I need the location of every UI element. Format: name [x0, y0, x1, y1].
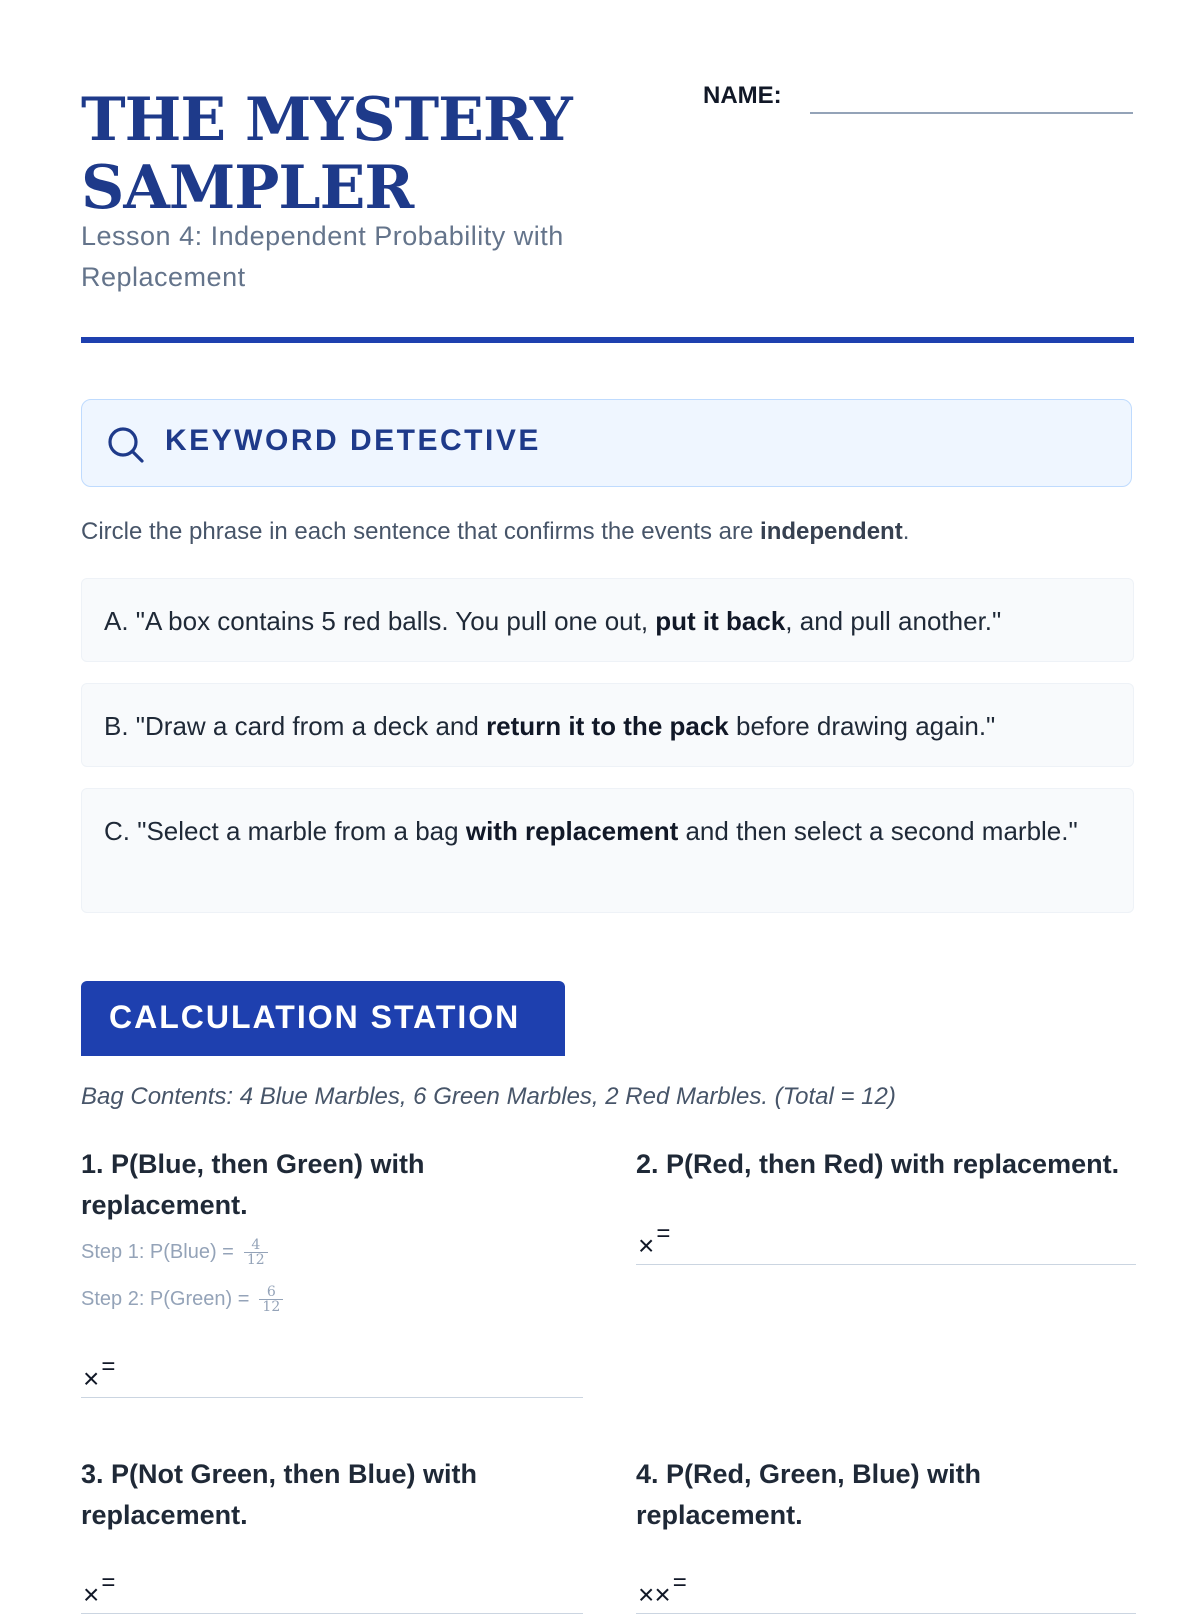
worksheet-title	[81, 86, 641, 222]
answer-1-times: ×	[83, 1363, 100, 1394]
name-input-line[interactable]	[810, 112, 1133, 114]
answer-4-equals: =	[672, 1569, 687, 1596]
subtitle-line-2: Replacement	[81, 262, 246, 292]
question-4: 4. P(Red, Green, Blue) with replacement.	[636, 1459, 982, 1530]
bag-contents: Bag Contents: 4 Blue Marbles, 6 Green Marbles, 2 Red Marbles. (Total = 12)	[81, 1083, 896, 1110]
sentence-c-post: and then select a second marble."	[678, 816, 1078, 846]
instructions-text: Circle the phrase in each sentence that confirms the events are	[81, 518, 761, 545]
sentence-b-pre: B. "Draw a card from a deck and	[104, 711, 487, 741]
header-divider	[81, 337, 1134, 343]
step-2-label: Step 2: P(Green) =	[81, 1288, 250, 1310]
step-2-fraction	[259, 1285, 283, 1314]
calculation-station-title: CALCULATION STATION	[109, 999, 521, 1035]
sentence-c-pre: C. "Select a marble from a bag	[104, 816, 466, 846]
answer-line-2[interactable]	[636, 1220, 1136, 1265]
step-1-denominator: 12	[244, 1252, 268, 1267]
instructions-end: .	[902, 518, 910, 545]
title-line-2: SAMPLER	[81, 153, 414, 223]
answer-line-1[interactable]	[81, 1353, 583, 1398]
calculation-station-banner	[81, 981, 565, 1056]
search-icon	[106, 425, 146, 465]
keyword-detective-header	[81, 399, 1132, 487]
sentence-a[interactable]	[81, 578, 1134, 662]
answer-2-times: ×	[638, 1230, 655, 1261]
step-2-hint	[81, 1285, 283, 1314]
sentence-a-post: , and pull another."	[785, 606, 1002, 636]
keyword-detective-title: KEYWORD DETECTIVE	[165, 424, 541, 457]
sentence-b[interactable]	[81, 683, 1134, 767]
subtitle-line-1: Lesson 4: Independent Probability with	[81, 221, 564, 251]
answer-2-equals: =	[656, 1220, 671, 1247]
step-1-label: Step 1: P(Blue) =	[81, 1241, 234, 1263]
question-1: 1. P(Blue, then Green) with replacement.	[81, 1149, 425, 1220]
step-1-fraction	[244, 1238, 268, 1267]
sentence-a-pre: A. "A box contains 5 red balls. You pull one out,	[104, 606, 656, 636]
sentence-c-keyword[interactable]: with replacement	[465, 816, 679, 846]
instructions-bold: independent	[760, 518, 903, 545]
question-2: 2. P(Red, then Red) with replacement.	[636, 1149, 1120, 1179]
answer-3-equals: =	[101, 1569, 116, 1596]
answer-4-times: ××	[638, 1579, 671, 1610]
answer-3-operators	[83, 1569, 116, 1611]
sentence-b-keyword[interactable]: return it to the pack	[486, 711, 729, 741]
sentence-a-keyword[interactable]: put it back	[655, 606, 786, 636]
step-2-denominator: 12	[259, 1299, 283, 1314]
keyword-instructions	[81, 518, 1134, 546]
question-3: 3. P(Not Green, then Blue) with replacement.	[81, 1459, 478, 1530]
name-label: NAME:	[703, 82, 782, 109]
sentence-b-post: before drawing again."	[728, 711, 996, 741]
step-1-hint	[81, 1238, 268, 1267]
answer-1-operators	[83, 1353, 116, 1395]
lesson-subtitle	[81, 216, 641, 298]
answer-1-equals: =	[101, 1353, 116, 1380]
sentence-c[interactable]	[81, 788, 1134, 913]
answer-4-operators	[638, 1569, 687, 1611]
answer-2-operators	[638, 1220, 671, 1262]
title-line-1: THE MYSTERY	[81, 85, 572, 155]
answer-3-times: ×	[83, 1579, 100, 1610]
step-1-numerator: 4	[251, 1237, 261, 1253]
step-2-numerator: 6	[266, 1284, 276, 1300]
